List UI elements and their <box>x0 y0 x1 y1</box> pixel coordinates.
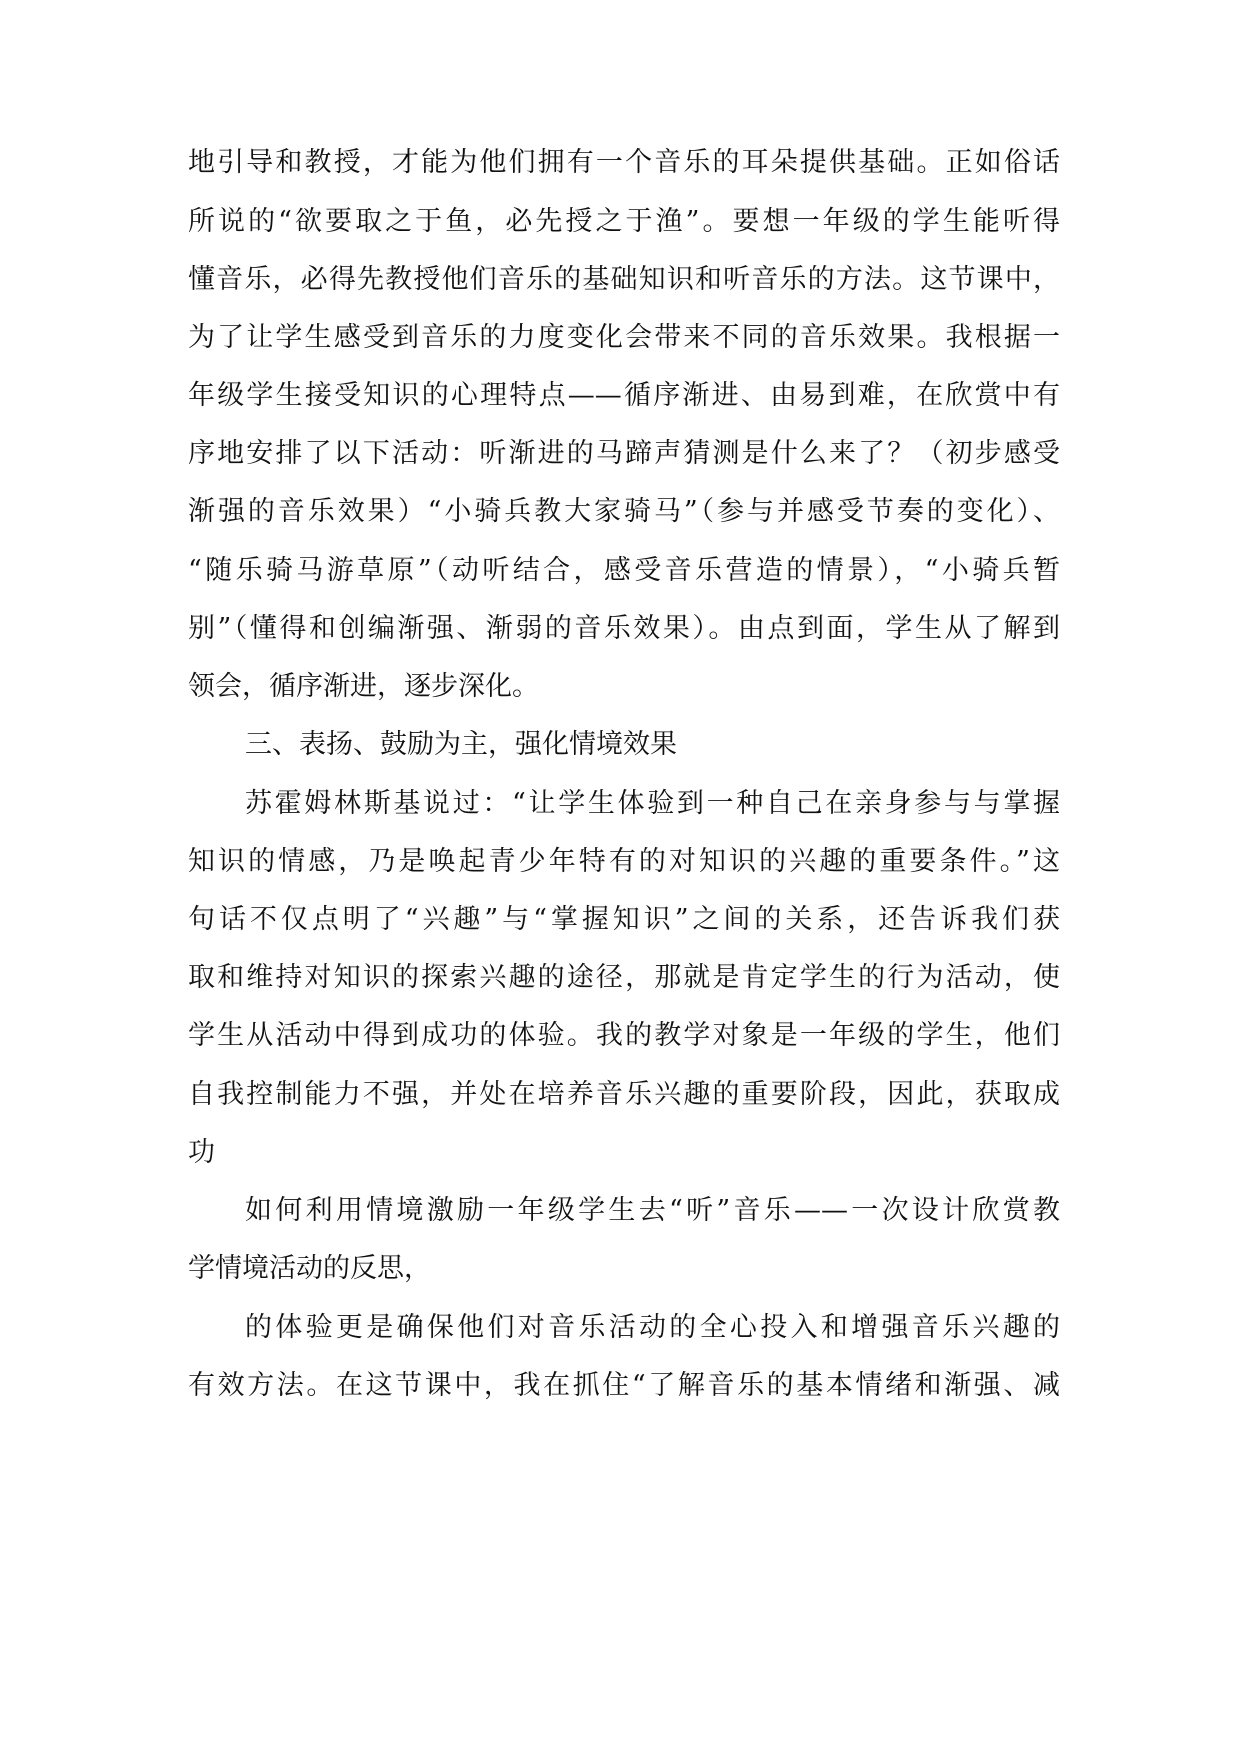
paragraph-line: 序地安排了以下活动：听渐进的马蹄声猜测是什么来了？（初步感受 <box>188 438 1060 469</box>
paragraph-line: 别”（懂得和创编渐强、渐弱的音乐效果）。由点到面，学生从了解到 <box>188 613 1060 644</box>
paragraph-line: 懂音乐，必得先教授他们音乐的基础知识和听音乐的方法。这节课中， <box>188 264 1060 295</box>
paragraph-line: 学生从活动中得到成功的体验。我的教学对象是一年级的学生，他们 <box>188 1020 1060 1051</box>
paragraph-line: 取和维持对知识的探索兴趣的途径，那就是肯定学生的行为活动，使 <box>188 962 1060 993</box>
paragraph-line: 自我控制能力不强，并处在培养音乐兴趣的重要阶段，因此，获取成 <box>188 1079 1060 1110</box>
paragraph-line: 如何利用情境激励一年级学生去“听”音乐——一次设计欣赏教 <box>245 1195 1060 1226</box>
paragraph-line: 为了让学生感受到音乐的力度变化会带来不同的音乐效果。我根据一 <box>188 322 1060 353</box>
paragraph-line: 领会，循序渐进，逐步深化。 <box>188 671 539 702</box>
paragraph-line: 年级学生接受知识的心理特点——循序渐进、由易到难，在欣赏中有 <box>188 380 1060 411</box>
paragraph-line: 有效方法。在这节课中，我在抓住“了解音乐的基本情绪和渐强、减 <box>188 1370 1060 1401</box>
paragraph-line: 学情境活动的反思， <box>188 1253 431 1284</box>
paragraph-line: 地引导和教授，才能为他们拥有一个音乐的耳朵提供基础。正如俗话 <box>188 147 1060 178</box>
section-heading: 三、表扬、鼓励为主，强化情境效果 <box>245 729 677 760</box>
paragraph-line: 渐强的音乐效果）“小骑兵教大家骑马”（参与并感受节奏的变化）、 <box>188 496 1060 527</box>
paragraph-line: 功 <box>188 1137 215 1168</box>
paragraph-line: “随乐骑马游草原”（动听结合，感受音乐营造的情景），“小骑兵暂 <box>188 555 1060 586</box>
paragraph-line: 的体验更是确保他们对音乐活动的全心投入和增强音乐兴趣的 <box>245 1312 1060 1343</box>
paragraph-line: 苏霍姆林斯基说过：“让学生体验到一种自己在亲身参与与掌握 <box>245 788 1060 819</box>
paragraph-line: 所说的“欲要取之于鱼，必先授之于渔”。要想一年级的学生能听得 <box>188 206 1060 237</box>
paragraph-line: 知识的情感，乃是唤起青少年特有的对知识的兴趣的重要条件。”这 <box>188 846 1060 877</box>
paragraph-line: 句话不仅点明了“兴趣”与“掌握知识”之间的关系，还告诉我们获 <box>188 904 1060 935</box>
